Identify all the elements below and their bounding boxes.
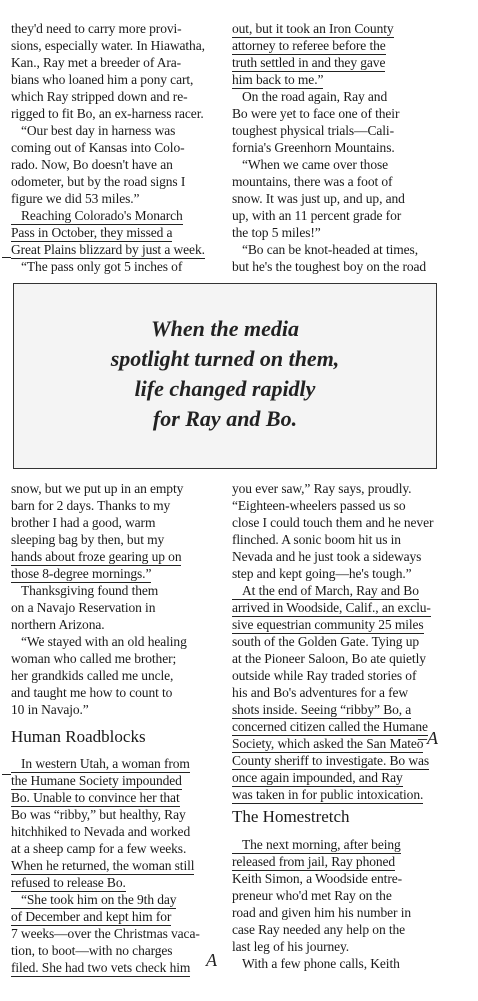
text-line-underlined: Pass in October, they missed a [11,225,173,240]
text-line: and taught me how to count to [11,685,173,700]
text-line-underlined: was taken in for public intoxication. [232,787,424,802]
text-line: Keith Simon, a Woodside entre- [232,871,403,886]
text-line: at a sheep camp for a few weeks. [11,841,187,856]
text-line: Thanksgiving found them [21,583,159,598]
pull-quote-line: for Ray and Bo. [152,406,298,431]
text-line-underlined: released from jail, Ray phoned [232,854,396,869]
text-line: rado. Now, Bo doesn't have an [11,157,173,172]
text-line-underlined: County sheriff to investigate. Bo was [232,753,430,768]
text-line-underlined: once again impounded, and Ray [232,770,403,785]
text-line: last leg of his journey. [232,939,350,954]
margin-tick-mark [2,257,11,258]
text-line: Nevada and he just took a sideways [232,549,422,564]
text-line: “The pass only got 5 inches of [21,259,183,274]
text-line: Bo were yet to face one of their [232,106,400,121]
margin-annotation-mark: A [206,950,217,970]
text-line: northern Arizona. [11,617,105,632]
text-line: sleeping bag by then, but my [11,532,165,547]
text-line: which Ray stripped down and re- [11,89,188,104]
text-line: On the road again, Ray and [242,89,388,104]
text-line: “Bo can be knot-headed at times, [242,242,418,257]
text-line-underlined: refused to release Bo. [11,875,126,890]
text-line-underlined: truth settled in and they gave [232,55,386,70]
text-line: step and kept going—he's tough.” [232,566,412,581]
text-line-underlined: the Humane Society impounded [11,773,182,788]
text-line: road and given him his number in [232,905,412,920]
text-line: woman who called me brother; [11,651,177,666]
text-line-underlined: In western Utah, a woman from [11,755,190,773]
text-line-underlined: concerned citizen called the Humane [232,719,428,734]
text-line-underlined: shots inside. Seeing “ribby” Bo, a [232,702,412,717]
text-line-underlined: “She took him on the 9th day [11,891,176,909]
text-line: With a few phone calls, Keith [242,956,400,971]
text-line: preneur who'd met Ray on the [232,888,392,903]
text-line-underlined: him back to me.” [232,72,324,87]
text-line: Bo was “ribby,” but healthy, Ray [11,807,186,822]
text-line: brother I had a good, warm [11,515,156,530]
text-line: 7 weeks—over the Christmas vaca- [11,926,200,941]
text-line: coming out of Kansas into Colo- [11,140,185,155]
text-line-underlined: When he returned, the woman still [11,858,195,873]
text-line-underlined: arrived in Woodside, Calif., an exclu- [232,600,431,615]
text-line: rigged to fit Bo, an ex-harness racer. [11,106,204,121]
text-line-underlined: Great Plains blizzard by just a week. [11,242,205,257]
text-line: “Eighteen-wheelers passed us so [232,498,406,513]
text-line: fornia's Greenhorn Mountains. [232,140,395,155]
pull-quote-line: spotlight turned on them, [110,346,340,371]
text-line: at the Pioneer Saloon, Bo ate quietly [232,651,426,666]
text-line: tion, to boot—with no charges [11,943,173,958]
text-line-underlined: The next morning, after being [232,836,401,854]
pull-quote-box [13,283,437,469]
text-line-underlined: of December and kept him for [11,909,172,924]
pull-quote-line: When the media [151,316,299,341]
text-line-underlined: hands about froze gearing up on [11,549,182,564]
text-line: figure we did 53 miles.” [11,191,140,206]
text-line: “When we came over those [242,157,389,172]
text-line-underlined: out, but it took an Iron County [232,21,394,36]
section-heading-homestretch: The Homestretch [232,807,350,826]
text-line: “We stayed with an old healing [21,634,187,649]
text-line: outside while Ray traded stories of [232,668,417,683]
text-line: odometer, but by the road signs I [11,174,186,189]
text-line: they'd need to carry more provi- [11,21,182,36]
text-line: up, with an 11 percent grade for [232,208,402,223]
text-line-underlined: Reaching Colorado's Monarch [11,207,183,225]
text-line: but he's the toughest boy on the road [232,259,427,274]
text-line: you ever saw,” Ray says, proudly. [232,481,412,496]
text-line: on a Navajo Reservation in [11,600,156,615]
section-heading-human-roadblocks: Human Roadblocks [11,727,146,746]
text-line: “Our best day in harness was [21,123,176,138]
text-line-underlined: Bo. Unable to convince her that [11,790,180,805]
text-line: her grandkids called me uncle, [11,668,174,683]
text-line: snow, but we put up in an empty [11,481,184,496]
text-line-underlined: those 8-degree mornings.” [11,566,152,581]
text-line: mountains, there was a foot of [232,174,393,189]
pull-quote-line: life changed rapidly [134,376,316,401]
text-line: his and Bo's adventures for a few [232,685,409,700]
text-line: hitchhiked to Nevada and worked [11,824,191,839]
text-line: case Ray needed any help on the [232,922,406,937]
text-line: 10 in Navajo.” [11,702,89,717]
text-line: bians who loaned him a pony cart, [11,72,194,87]
text-line: south of the Golden Gate. Tying up [232,634,420,649]
text-line: barn for 2 days. Thanks to my [11,498,171,513]
text-line-underlined: attorney to referee before the [232,38,386,53]
text-line: snow. It was just up, and up, and [232,191,405,206]
text-line-underlined: sive equestrian community 25 miles [232,617,424,632]
margin-tick-mark [2,774,11,775]
text-line: the top 5 miles!” [232,225,321,240]
text-line: flinched. A sonic boom hit us in [232,532,401,547]
text-line-underlined: Society, which asked the San Mateo [232,736,424,751]
text-line-underlined: At the end of March, Ray and Bo [232,582,419,600]
text-line-underlined: filed. She had two vets check him [11,960,191,975]
margin-annotation-mark: –A [418,728,438,748]
text-line: sions, especially water. In Hiawatha, [11,38,205,53]
text-line: toughest physical trials—Cali- [232,123,394,138]
text-line: close I could touch them and he never [232,515,434,530]
text-line: Kan., Ray met a breeder of Ara- [11,55,182,70]
